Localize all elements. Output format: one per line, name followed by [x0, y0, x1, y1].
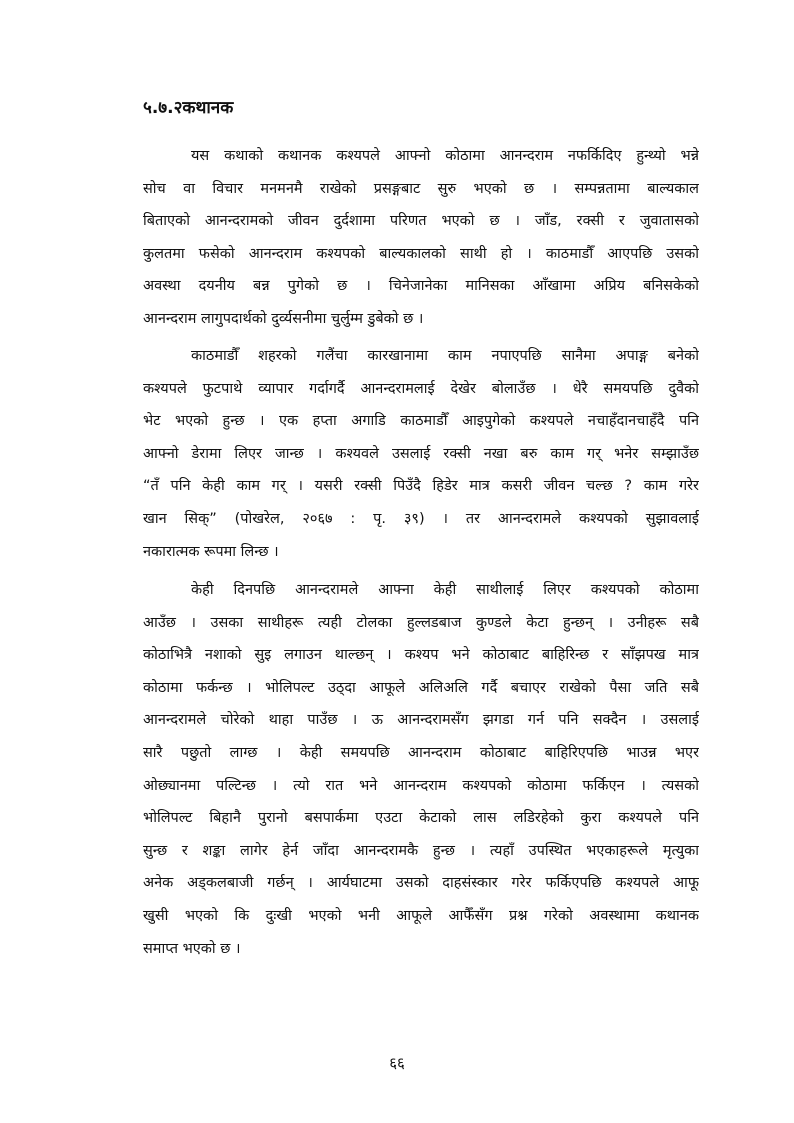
paragraph-line: आउँछ । उसका साथीहरू त्यही टोलका हुल्लडबाज कुण्डले केटा हुन्छन् । उनीहरू सबै: [143, 614, 699, 631]
paragraph-line: केही दिनपछि आनन्दरामले आफ्ना केही साथीलाई लिएर कश्यपको कोठामा: [191, 582, 699, 598]
paragraph-line: खान सिक्” (पोखरेल, २०६७ : पृ. ३९) । तर आनन्दरामले कश्यपको सुझावलाई: [143, 510, 699, 527]
paragraph-line: काठमाडौँ शहरको गलैंचा कारखानामा काम नपाएपछि सानैमा अपाङ्ग बनेको: [191, 348, 699, 364]
paragraph-line: भेट भएको हुन्छ । एक हप्ता अगाडि काठमाडौँ आइपुगेको कश्यपले नचाहँदानचाहँदै पनि: [143, 413, 699, 430]
paragraph-line: खुसी भएको कि दुःखी भएको भनी आफूले आफैँसँग प्रश्न गरेको अवस्थामा कथानक: [143, 907, 699, 924]
paragraph-line: “तँ पनि केही काम गर् । यसरी रक्सी पिउँदै हिडेर मात्र कसरी जीवन चल्छ ? काम गरेर: [143, 478, 699, 495]
paragraph-line: आफ्नो डेरामा लिएर जान्छ । कश्यवले उसलाई रक्सी नखा बरु काम गर् भनेर सम्झाउँछ: [143, 445, 699, 462]
paragraph-line: नकारात्मक रूपमा लिन्छ ।: [143, 543, 279, 560]
paragraph-line: अवस्था दयनीय बन्न पुगेको छ । चिनेजानेका मानिसका आँखामा अप्रिय बनिसकेको: [143, 278, 699, 295]
paragraph-line: कोठाभित्रै नशाको सुइ लगाउन थाल्छन् । कश्यप भने कोठाबाट बाहिरिन्छ र साँझपख मात्र: [143, 647, 699, 664]
paragraph-line: आनन्दराम लागुपदार्थको दुर्व्यसनीमा चुर्लुम्म डुबेको छ ।: [143, 310, 424, 327]
paragraph-line: ओछ्यानमा पल्टिन्छ । त्यो रात भने आनन्दराम कश्यपको कोठामा फर्किएन । त्यसको: [143, 777, 699, 794]
paragraph-line: सुन्छ र शङ्का लागेर हेर्न जाँदा आनन्दरामकै हुन्छ । त्यहाँ उपस्थित भएकाहरूले मृत्युका: [143, 842, 699, 859]
paragraph-line: कुलतमा फसेको आनन्दराम कश्यपको बाल्यकालको साथी हो । काठमाडौँ आएपछि उसको: [143, 245, 699, 262]
paragraph-line: सोच वा विचार मनमनमै राखेको प्रसङ्गबाट सुरु भएको छ । सम्पन्नतामा बाल्यकाल: [143, 180, 699, 197]
paragraph-line: अनेक अड्कलबाजी गर्छन् । आर्यघाटमा उसको दाहसंस्कार गरेर फर्किएपछि कश्यपले आफू: [143, 875, 699, 892]
paragraph-3: [143, 574, 699, 965]
paragraph-line: कश्यपले फुटपाथे व्यापार गर्दागर्दै आनन्दरामलाई देखेर बोलाउँछ । धेरै समयपछि दुवैको: [143, 380, 699, 397]
section-heading: ५.७.२कथानक: [143, 98, 234, 118]
paragraph-line: बिताएको आनन्दरामको जीवन दुर्दशामा परिणत भएको छ । जाँड, रक्सी र जुवातासको: [143, 213, 699, 230]
paragraph-line: यस कथाको कथानक कश्यपले आफ्नो कोठामा आनन्दराम नफर्किदिए हुन्थ्यो भन्ने: [191, 148, 699, 164]
paragraph-1: [143, 140, 699, 336]
paragraph-2: [143, 340, 699, 568]
page-number: ६६: [389, 1054, 405, 1072]
paragraph-line: समाप्त भएको छ ।: [143, 940, 241, 957]
paragraph-line: भोलिपल्ट बिहानै पुरानो बसपार्कमा एउटा केटाको लास लडिरहेको कुरा कश्यपले पनि: [143, 810, 699, 827]
paragraph-line: आनन्दरामले चोरेको थाहा पाउँछ । ऊ आनन्दरामसँग झगडा गर्न पनि सक्दैन । उसलाई: [143, 712, 699, 729]
paragraph-line: कोठामा फर्कन्छ । भोलिपल्ट उठ्दा आफूले अलिअलि गर्दै बचाएर राखेको पैसा जति सबै: [143, 679, 699, 696]
paragraph-line: सारै पछुतो लाग्छ । केही समयपछि आनन्दराम कोठाबाट बाहिरिएपछि भाउन्न भएर: [143, 744, 699, 761]
